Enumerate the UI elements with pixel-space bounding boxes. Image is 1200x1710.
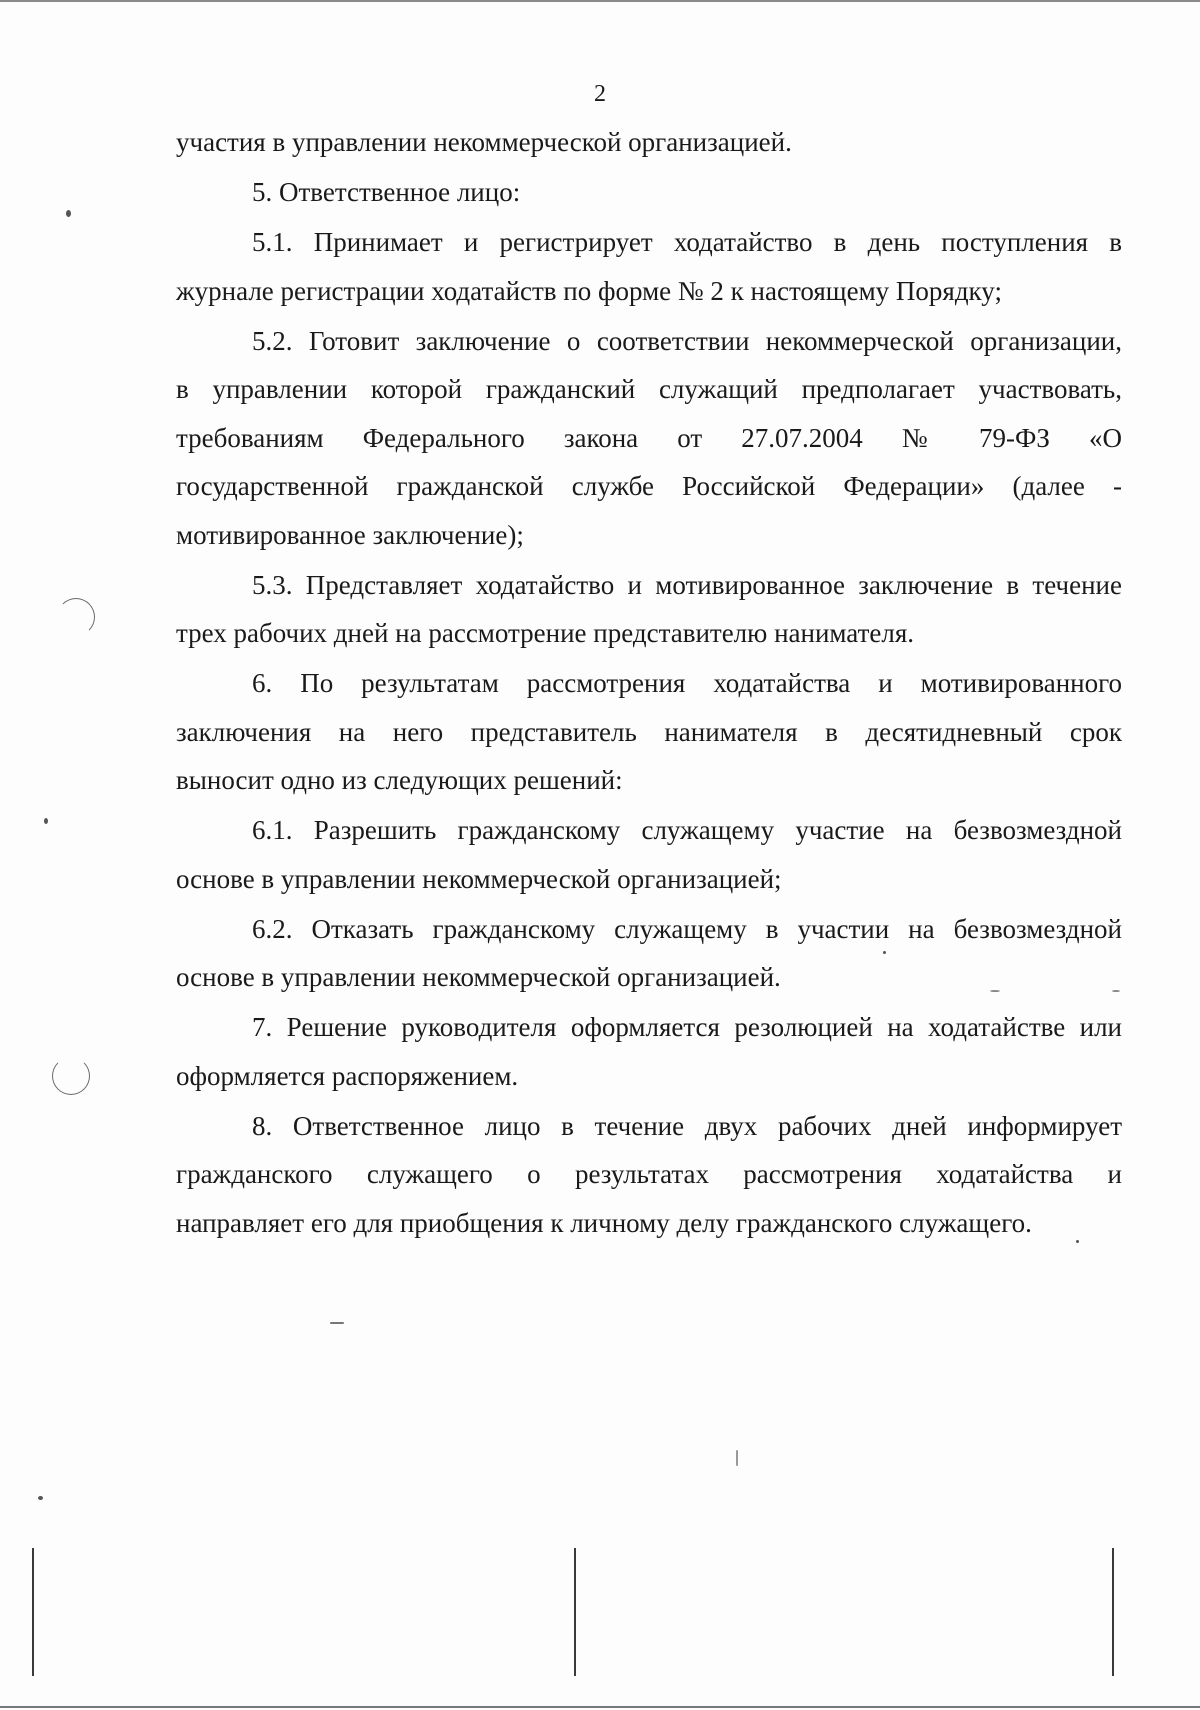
speck-7: [330, 1322, 344, 1324]
text-line: 5. Ответственное лицо:: [252, 177, 521, 207]
text-line: основе в управлении некоммерческой организацией;: [176, 863, 782, 894]
text-line: мотивированное заключение);: [176, 519, 524, 550]
document-body: [176, 118, 1122, 1249]
text-line: основе в управлении некоммерческой организацией.: [176, 962, 781, 992]
text-line: направляет его для приобщения к личному делу гражданского служащего.: [176, 1207, 1032, 1238]
text-line: заключения на него представитель нанимателя в десятидневный срок: [176, 716, 1122, 747]
speck-1: [66, 210, 71, 217]
paragraph-5-1: [176, 218, 1122, 315]
paragraph-continuation: [176, 118, 1122, 167]
text-line: 6.2. Отказать гражданскому служащему в участии на безвозмездной: [252, 913, 1122, 944]
text-line: 7. Решение руководителя оформляется резолюцией на ходатайстве или: [252, 1012, 1122, 1042]
text-line: государственной гражданской службе Российской Федерации» (далее -: [176, 471, 1122, 501]
text-line: в управлении которой гражданский служащий предполагает участвовать,: [176, 374, 1122, 404]
paragraph-6: [176, 659, 1122, 805]
speck-3: [38, 1496, 43, 1500]
paragraph-6-2: [176, 905, 1122, 1002]
text-line: 5.2. Готовит заключение о соответствии некоммерческой организации,: [252, 325, 1122, 356]
paragraph-6-1: [176, 806, 1122, 903]
speck-2: [44, 818, 48, 824]
punch-hole-lower: [52, 1057, 90, 1095]
scan-right-mark: [1112, 1548, 1114, 1676]
text-line: участия в управлении некоммерческой организацией.: [176, 127, 792, 157]
paragraph-7: [176, 1003, 1122, 1100]
text-line: 5.1. Принимает и регистрирует ходатайство в день поступления в: [252, 227, 1122, 257]
text-line: выносит одно из следующих решений:: [176, 765, 623, 795]
scan-bottom-edge: [0, 1706, 1200, 1708]
text-line: 5.3. Представляет ходатайство и мотивированное заключение в течение: [252, 569, 1122, 600]
text-line: 8. Ответственное лицо в течение двух рабочих дней информирует: [252, 1110, 1122, 1141]
scan-center-mark: [574, 1548, 576, 1676]
text-line: трех рабочих дней на рассмотрение представителю нанимателя.: [176, 618, 915, 648]
text-line: требованиям Федерального закона от 27.07.2004 № 79-ФЗ «О: [176, 422, 1122, 453]
text-line: оформляется распоряжением.: [176, 1060, 519, 1091]
paragraph-5-2: [176, 317, 1122, 560]
page-number: 2: [594, 81, 606, 107]
paragraph-5-3: [176, 561, 1122, 658]
scan-top-edge: [0, 0, 1200, 2]
punch-hole-upper: [57, 598, 95, 636]
paragraph-8: [176, 1102, 1122, 1248]
speck-6: [736, 1450, 738, 1466]
text-line: журнале регистрации ходатайств по форме № 2 к настоящему Порядку;: [176, 275, 1002, 306]
paragraph-5: [176, 168, 1122, 217]
text-line: гражданского служащего о результатах рассмотрения ходатайства и: [176, 1159, 1122, 1189]
scan-left-mark: [32, 1548, 34, 1676]
text-line: 6. По результатам рассмотрения ходатайства и мотивированного: [252, 668, 1122, 698]
text-line: 6.1. Разрешить гражданскому служащему участие на безвозмездной: [252, 815, 1122, 845]
